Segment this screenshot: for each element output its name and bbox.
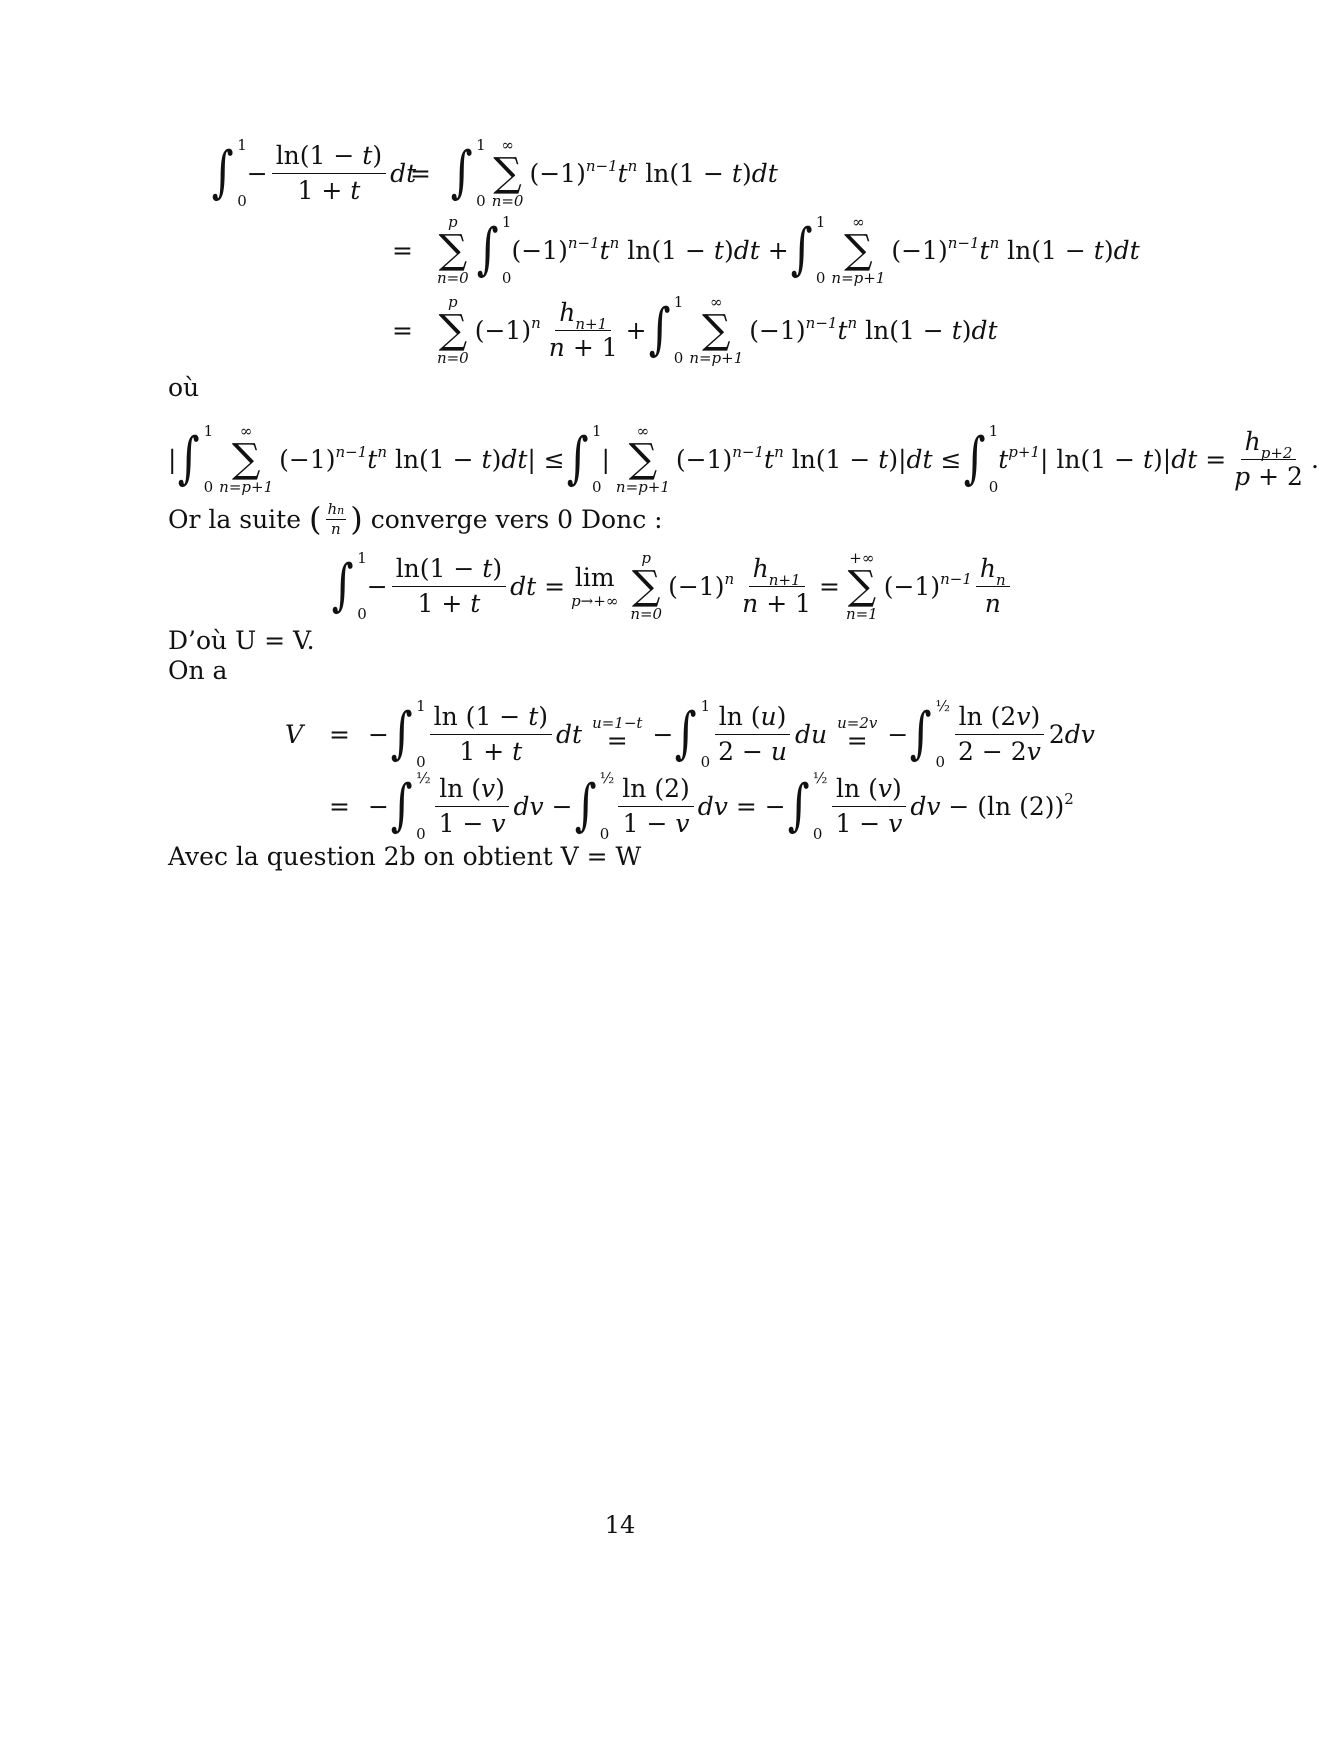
equation-bound: | ∫ 1 0 ∞ ∑ n=p+1 $(-1)^{n-1}t^n$ ln(1 − t)dt| ≤ ∫ 1 0 | ∞ ∑ n=p+1 $(-1)^{n-1}t^n$ ln(1 − t)|dt ≤ ∫ 1 0 $t^{p+1}|$ ln(1 − t)|dt = $\frac{h_{p+2}}{p + 2}$ .: [168, 421, 1319, 496]
text-or-prefix: Or la suite: [168, 504, 302, 534]
equation-series-split: ∫ 1 0 − $\frac{\ln(1 - t)}{1 + t}$ dt = ∫ 1 0 ∞ ∑ n=0 $(-1)^{n-1}t^n$ ln(1 − t)dt = p ∑ n=0 ∫ 1 0 $(-1)^{n-1}t^n$ ln(1 − t)dt + ∫ 1 0 ∞ ∑ n=p+1 $(-1)^{n-1}t^n$ ln(1 − t)dt = p ∑ n=0 $(-1)^n$ $\frac{h_{n+1}}{n + 1}$ + ∫ 1 0 ∞ ∑ n=p+1 $(-1)^{n-1}t^n$ ln(1 − t)dt: [211, 135, 1140, 367]
text-avec: Avec la question 2b on obtient V = W: [168, 842, 642, 871]
equation-limit: ∫ 1 0 − $\frac{\ln(1 - t)}{1 + t}$ dt = lim p→+∞ p ∑ n=0 $(-1)^n$ $\frac{h_{n+1}}{n + 1}$ = +∞ ∑ n=1 $(-1)^{n-1}$ $\frac{h_n}{n}$: [330, 548, 1014, 624]
text-dou: D’où U = V.: [168, 626, 315, 655]
lhs-integral: ∫ 1 0 − $\frac{\ln(1 - t)}{1 + t}$ dt: [211, 136, 417, 210]
text-convergence: Or la suite ( $\frac{hn}{n}$ ) converge vers 0 Donc :: [168, 500, 663, 538]
page-number: 14: [604, 1511, 636, 1539]
text-ou: où: [168, 373, 200, 402]
text-ona: On a: [168, 656, 228, 685]
text-or-suffix: converge vers 0 Donc :: [370, 504, 663, 534]
equation-v: V = − ∫ 1 0 $\frac{\ln (1 - t)}{1 + t}$ dt u=1−t = − ∫ 1 0 $\frac{\ln (u)}{2 - u}$ du u=2v = − ∫ ½ 0 $\frac{\ln (2v)}{2 - 2v}$ 2dv = − ∫ ½ 0 $\frac{\ln (v)}{1 - v}$ dv − ∫ ½ 0 $\frac{\ln (2)}{1 - v}$ dv = − ∫ ½ 0 $\frac{\ln (v)}{1 - v}$ dv − (ln (2))$^2$: [285, 697, 1095, 843]
